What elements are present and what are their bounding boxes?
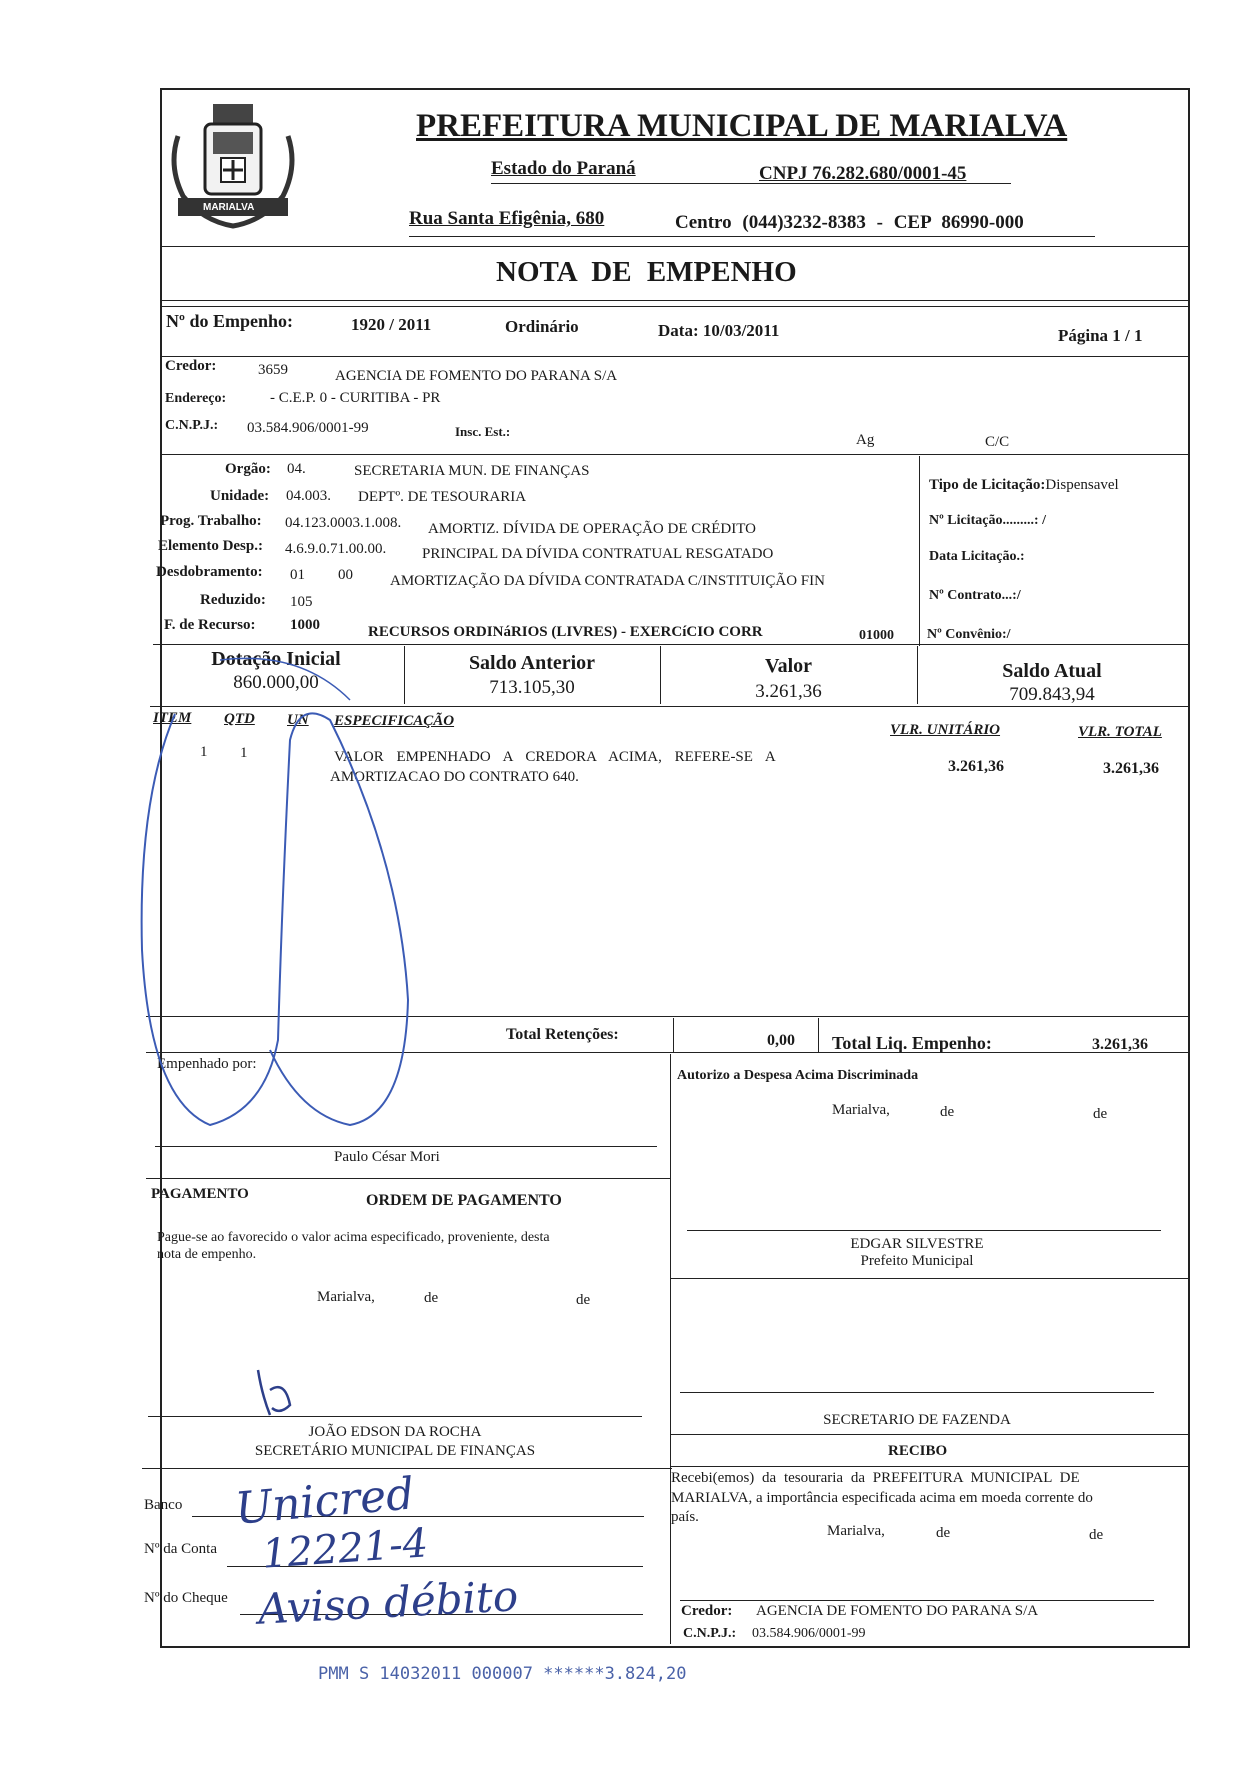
tipo-licitacao-value: Dispensavel [1045,477,1119,493]
municipality-cnpj: CNPJ 76.282.680/0001-45 [759,163,967,184]
col-qtd: QTD [224,711,255,727]
recurso-label: F. de Recurso: [164,617,256,633]
credor-name: AGENCIA DE FOMENTO DO PARANA S/A [335,368,618,384]
autorizo-de-2: de [1093,1106,1108,1122]
district-phone-cep: Centro (044)3232-8383 - CEP 86990-000 [675,212,1024,233]
pagamento-label: PAGAMENTO [151,1186,249,1202]
recibo-text-line2: MARIALVA, a importância especificada acima em moeda corrente do [671,1490,1093,1506]
row-item: 1 [200,744,208,760]
row-desc-line2: AMORTIZACAO DO CONTRATO 640. [330,769,579,785]
dotacao-inicial-value: 860.000,00 [233,672,319,693]
saldo-anterior-label: Saldo Anterior [468,652,596,674]
prefeito-role: Prefeito Municipal [860,1253,974,1269]
col-vlr-unitario: VLR. UNITÁRIO [890,722,1001,738]
saldo-atual-value: 709.843,94 [1009,684,1095,705]
prefeito-name: EDGAR SILVESTRE [850,1236,984,1252]
orgao-label: Orgão: [225,461,271,477]
reduzido-label: Reduzido: [200,592,266,608]
elemento-desc: PRINCIPAL DA DÍVIDA CONTRATUAL RESGATADO [422,546,774,562]
crest-text: MARIALVA [203,202,255,213]
cheque-handwritten: Aviso débito [256,1571,520,1634]
pagamento-de-1: de [424,1290,439,1306]
credor-code: 3659 [258,362,288,378]
recibo-city: Marialva, [827,1523,885,1539]
row-unit-value: 3.261,36 [948,758,1004,775]
saldo-anterior-value: 713.105,30 [489,677,575,698]
desdobramento-label: Desdobramento: [156,564,263,580]
valor-value: 3.261,36 [755,681,822,702]
prog-trabalho-code: 04.123.0003.1.008. [285,515,402,531]
pagamento-text-line1: Pague-se ao favorecido o valor acima especificado, proveniente, desta [157,1230,550,1245]
secretario-fazenda: SECRETARIO DE FAZENDA [823,1412,1011,1428]
recibo-credor-label: Credor: [681,1603,733,1619]
ordem-pagamento-label: ORDEM DE PAGAMENTO [366,1192,562,1209]
saldo-atual-label: Saldo Atual [1002,660,1102,682]
document-title: NOTA DE EMPENHO [496,256,797,288]
desdobramento-desc: AMORTIZAÇÃO DA DÍVIDA CONTRATADA C/INSTITUIÇÃO FIN [390,573,825,589]
desdobramento-b: 00 [338,567,353,583]
recibo-label: RECIBO [888,1443,948,1459]
pagamento-de-2: de [576,1292,591,1308]
orgao-code: 04. [287,461,306,477]
col-especificacao: ESPECIFICAÇÃO [334,713,455,729]
total-retencoes-value: 0,00 [767,1032,795,1049]
col-vlr-total: VLR. TOTAL [1078,724,1162,740]
numero-convenio: Nº Convênio:/ [927,627,1011,642]
conta-label: Nº da Conta [144,1541,217,1557]
desdobramento-a: 01 [290,567,305,583]
data-licitacao: Data Licitação.: [929,549,1025,564]
recurso-code: 1000 [290,617,320,633]
empenho-type: Ordinário [505,317,579,336]
page-number: Página 1 / 1 [1058,326,1143,345]
col-item: ITEM [153,710,192,726]
reduzido-code: 105 [290,594,313,610]
pagamento-text-line2: nota de empenho. [157,1247,257,1262]
dotacao-inicial-label: Dotação Inicial [211,648,341,670]
recibo-de-1: de [936,1525,951,1541]
cheque-label: Nº do Cheque [144,1590,228,1606]
row-qtd: 1 [240,745,248,761]
prog-trabalho-label: Prog. Trabalho: [160,513,262,529]
prog-trabalho-desc: AMORTIZ. DÍVIDA DE OPERAÇÃO DE CRÉDITO [428,521,756,537]
agency-label: Ag [856,432,875,448]
recurso-number: 01000 [859,628,894,643]
tesoureiro-role: SECRETÁRIO MUNICIPAL DE FINANÇAS [254,1443,536,1459]
autorizo-de-1: de [940,1104,955,1120]
elemento-label: Elemento Desp.: [158,538,263,554]
banco-label: Banco [144,1497,183,1513]
empenhado-por-label: Empenhado por: [157,1056,257,1072]
row-desc-line1: VALOR EMPENHADO A CREDORA ACIMA, REFERE-SE A [334,749,776,765]
conta-handwritten: 12221-4 [260,1520,430,1578]
col-un: UN [287,712,309,728]
total-retencoes-label: Total Retenções: [506,1026,619,1043]
pagamento-city: Marialva, [317,1289,375,1305]
autorizo-city: Marialva, [832,1102,890,1118]
valor-label: Valor [764,655,813,677]
row-total-value: 3.261,36 [1103,760,1159,777]
unidade-code: 04.003. [286,488,331,504]
insc-est-label: Insc. Est.: [455,424,511,439]
credor-cnpj: 03.584.906/0001-99 [247,420,369,436]
orgao-desc: SECRETARIA MUN. DE FINANÇAS [354,463,590,479]
credor-address: - C.E.P. 0 - CURITIBA - PR [270,390,441,406]
unidade-desc: DEPTº. DE TESOURARIA [358,489,527,505]
municipality-title: PREFEITURA MUNICIPAL DE MARIALVA [416,108,1068,144]
empenho-date: Data: 10/03/2011 [658,321,780,340]
recibo-de-2: de [1089,1527,1104,1543]
empenhado-por-name: Paulo César Mori [334,1149,440,1165]
tipo-licitacao-label [929,477,1119,494]
elemento-code: 4.6.9.0.71.00.00. [285,541,387,557]
recurso-desc: RECURSOS ORDINáRIOS (LIVRES) - EXERCíCIO CORR [368,624,763,640]
cnpj-label: C.N.P.J.: [165,418,219,433]
payment-stamp: PMM S 14032011 000007 ******3.824,20 [318,1664,687,1684]
empenho-label: Nº do Empenho: [166,311,293,331]
recibo-credor: AGENCIA DE FOMENTO DO PARANA S/A [756,1603,1039,1619]
address-label: Endereço: [165,391,227,406]
recibo-cnpj: 03.584.906/0001-99 [752,1626,866,1641]
street-address: Rua Santa Efigênia, 680 [409,208,605,229]
recibo-cnpj-label: C.N.P.J.: [683,1626,737,1641]
numero-licitacao: Nº Licitação.........: / [929,513,1046,528]
tesoureiro-name: JOÃO EDSON DA ROCHA [308,1424,482,1440]
numero-contrato: Nº Contrato...:/ [929,588,1021,603]
total-liquido-label: Total Liq. Empenho: [832,1033,992,1053]
account-label: C/C [985,434,1010,450]
unidade-label: Unidade: [210,488,270,504]
recibo-text-line1: Recebi(emos) da tesouraria da PREFEITURA MUNICIPAL DE [671,1470,1080,1486]
total-liquido-value: 3.261,36 [1092,1036,1148,1053]
credor-label: Credor: [165,358,217,374]
banco-handwritten: Unicred [233,1468,417,1535]
tipo-licitacao-text: Tipo de Licitação: [929,477,1046,493]
recibo-text-line3: país. [671,1509,699,1525]
state-name: Estado do Paraná [491,158,636,179]
autorizo-label: Autorizo a Despesa Acima Discriminada [677,1068,919,1083]
empenho-number: 1920 / 2011 [351,315,432,334]
